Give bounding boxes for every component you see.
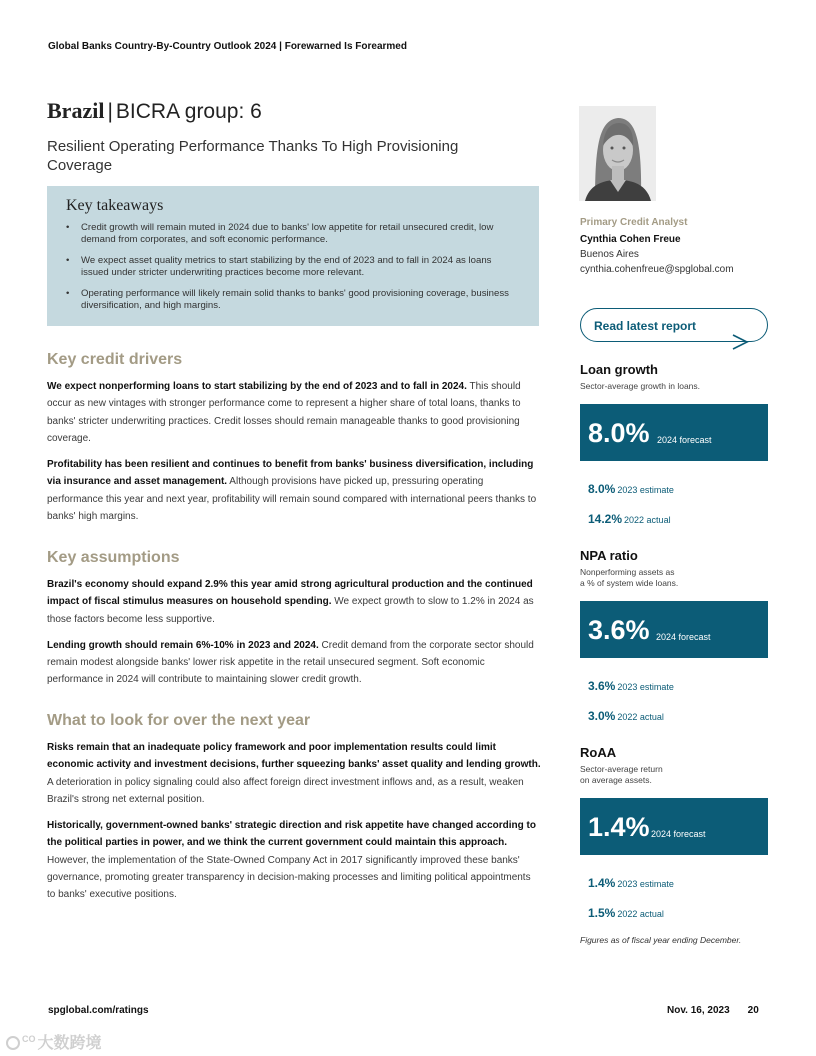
key-assumptions-section [47, 549, 541, 689]
analyst-name: Cynthia Cohen Freue [580, 234, 681, 245]
paragraph: We expect nonperforming loans to start stabilizing by the end of 2023 and to fall in 2024. This should occur as new vintages with stronger performance come to represent a higher share of total loans, thanks to banks' stricter underwriting practices. Credit losses should remain manageable thanks to good provisioning coverage. [47, 381, 521, 444]
paragraph: Lending growth should remain 6%-10% in 2023 and 2024. Credit demand from the corporate sector should remain modest alongside banks' lower risk appetite in the retail unsecured segment. Soft economic performance in 2024 will contribute to maintaining slower credit growth. [47, 639, 534, 686]
forecast-value: 8.0% [588, 418, 650, 448]
report-header: Global Banks Country-By-Country Outlook 2024 | Forewarned Is Forearmed [48, 41, 407, 52]
footer-url-link[interactable]: spglobal.com/ratings [48, 1005, 149, 1016]
metric-description: Nonperforming assets as a % of system wide loans. [580, 567, 679, 588]
country-name: Brazil [47, 98, 105, 123]
bullet-icon: • [66, 255, 70, 266]
paragraph: Historically, government-owned banks' strategic direction and risk appetite have changed according to the political parties in power, and we think the current government could maintain this approach. However, the implementation of the State-Owned Company Act in 2017 significantly improved these banks' governance, promoting greater transparency in decision-making processes and limiting political appointments to banks' executive positions. [47, 820, 536, 901]
analyst-email-link[interactable]: cynthia.cohenfreue@spglobal.com [580, 264, 734, 275]
analyst-role: Primary Credit Analyst [580, 217, 688, 228]
analyst-photo [579, 106, 656, 201]
key-takeaways-box [47, 186, 539, 326]
takeaways-list [66, 222, 520, 312]
read-latest-report-button[interactable] [580, 308, 768, 342]
page-number: 20 [747, 1005, 759, 1016]
estimate-row: 8.0% 2023 estimate [588, 482, 674, 496]
actual-row: 1.5% 2022 actual [588, 906, 664, 920]
metric-title: Loan growth [580, 362, 658, 377]
page-title [47, 98, 262, 124]
watermark: $^{CO}$ 大数跨境 [6, 1030, 102, 1053]
estimate-row: 1.4% 2023 estimate [588, 876, 674, 890]
paragraph: Risks remain that an inadequate policy framework and poor implementation results could limit economic activity and investment decisions, further squeezing banks' asset quality and lending growth. A deterioration in policy signaling could also affect foreign direct investment inflows and, as a result, weaken Brazil's strong net external position. [47, 742, 541, 805]
key-credit-drivers-section [47, 351, 541, 525]
figures-footnote: Figures as of fiscal year ending December. [580, 935, 742, 945]
watermark-logo-icon [6, 1036, 20, 1050]
bullet-icon: • [66, 288, 70, 299]
list-item: • Credit growth will remain muted in 2024 due to banks' low appetite for retail unsecured credit, low demand from corporates, and soft economic performance. [66, 222, 494, 245]
arrow-right-icon [731, 333, 751, 351]
outlook-section [47, 712, 541, 904]
page-subtitle: Resilient Operating Performance Thanks To High Provisioning Coverage [47, 138, 459, 174]
section-title: Key assumptions [47, 549, 180, 566]
metric-description: Sector-average return on average assets. [580, 764, 663, 785]
list-item: • We expect asset quality metrics to start stabilizing by the end of 2023 and to fall in 2024 as loans issued under stricter underwriting practices become more relevant. [66, 255, 492, 278]
bullet-icon: • [66, 222, 70, 233]
metric-title: NPA ratio [580, 548, 638, 563]
metric-title: RoAA [580, 745, 617, 760]
forecast-label: 2024 forecast [657, 435, 712, 445]
analyst-portrait-icon [579, 106, 656, 201]
roaa-metric [580, 745, 768, 920]
actual-row: 3.0% 2022 actual [588, 709, 664, 723]
footer-date-page [667, 1005, 759, 1016]
paragraph: Profitability has been resilient and continues to benefit from banks' business diversification, including via insurance and asset management. Although provisions have picked up, pressuring operating performance this year and next year, profitability will remain sound compared with international peers thanks to banks' high margins. [47, 459, 537, 523]
loan-growth-metric [580, 362, 768, 526]
forecast-box [580, 601, 768, 658]
forecast-label: 2024 forecast [656, 632, 711, 642]
title-separator: | [107, 100, 113, 123]
footer-date: Nov. 16, 2023 [667, 1005, 730, 1016]
bicra-group: BICRA group: 6 [115, 100, 262, 123]
paragraph: Brazil's economy should expand 2.9% this year amid strong agricultural production and the continued impact of fiscal stimulus measures on household spending. We expect growth to slow to 1.2% in 2024 as those factors become less supportive. [47, 579, 534, 625]
analyst-info [580, 216, 780, 277]
read-report-label: Read latest report [594, 319, 697, 333]
forecast-value: 1.4% [588, 812, 650, 842]
metric-description: Sector-average growth in loans. [580, 381, 701, 391]
actual-row: 14.2% 2022 actual [588, 512, 671, 526]
forecast-value: 3.6% [588, 615, 650, 645]
list-item: • Operating performance will likely remain solid thanks to banks' good provisioning coverage, business diversification, and high margins. [66, 288, 509, 311]
analyst-city: Buenos Aires [580, 249, 639, 260]
forecast-box [580, 798, 768, 855]
forecast-label: 2024 forecast [651, 829, 706, 839]
estimate-row: 3.6% 2023 estimate [588, 679, 674, 693]
takeaways-title: Key takeaways [66, 197, 164, 214]
npa-ratio-metric [580, 548, 768, 723]
section-title: What to look for over the next year [47, 712, 311, 729]
section-title: Key credit drivers [47, 351, 183, 368]
forecast-box [580, 404, 768, 461]
